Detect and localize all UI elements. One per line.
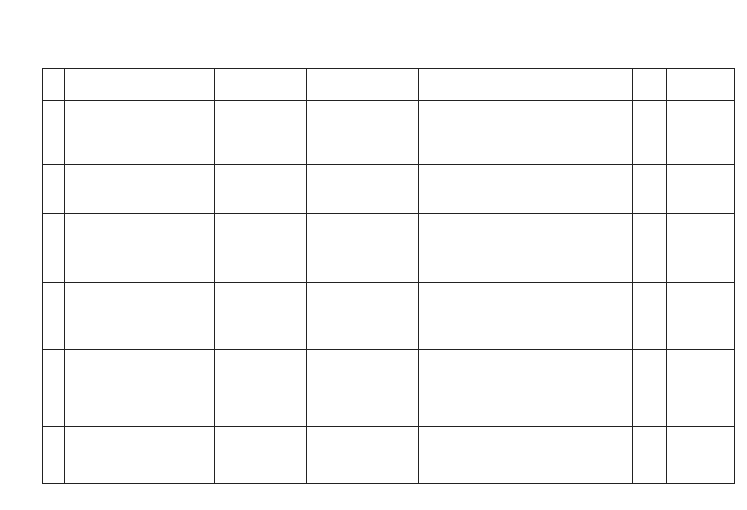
cell-description (419, 283, 633, 350)
cell-contact (633, 101, 667, 165)
header-location (215, 69, 307, 101)
table-row (43, 283, 735, 350)
cell-location (215, 427, 307, 484)
cell-hotline (667, 283, 735, 350)
table-header-row (43, 69, 735, 101)
cell-location (215, 214, 307, 283)
cell-activity-name (65, 214, 215, 283)
header-contact (633, 69, 667, 101)
cell-location (215, 165, 307, 214)
cell-time (307, 350, 419, 427)
header-index (43, 69, 65, 101)
table-row (43, 214, 735, 283)
cell-hotline (667, 214, 735, 283)
cell-description (419, 427, 633, 484)
cell-time (307, 283, 419, 350)
table-row (43, 427, 735, 484)
cell-time (307, 427, 419, 484)
cell-contact (633, 283, 667, 350)
cell-time (307, 101, 419, 165)
cell-contact (633, 427, 667, 484)
cell-hotline (667, 350, 735, 427)
cell-hotline (667, 165, 735, 214)
cell-time (307, 165, 419, 214)
cell-index (43, 427, 65, 484)
cell-description (419, 214, 633, 283)
cell-contact (633, 350, 667, 427)
activity-table (42, 68, 735, 484)
cell-index (43, 283, 65, 350)
cell-description (419, 165, 633, 214)
cell-location (215, 101, 307, 165)
cell-description (419, 101, 633, 165)
cell-time (307, 214, 419, 283)
header-activity-name (65, 69, 215, 101)
cell-description (419, 350, 633, 427)
cell-activity-name (65, 350, 215, 427)
table-row (43, 350, 735, 427)
cell-activity-name (65, 165, 215, 214)
cell-contact (633, 165, 667, 214)
cell-contact (633, 214, 667, 283)
header-description (419, 69, 633, 101)
cell-activity-name (65, 427, 215, 484)
cell-index (43, 165, 65, 214)
cell-location (215, 283, 307, 350)
cell-hotline (667, 101, 735, 165)
cell-hotline (667, 427, 735, 484)
header-hotline (667, 69, 735, 101)
header-time (307, 69, 419, 101)
cell-activity-name (65, 283, 215, 350)
table-row (43, 101, 735, 165)
table-row (43, 165, 735, 214)
cell-location (215, 350, 307, 427)
cell-activity-name (65, 101, 215, 165)
cell-index (43, 214, 65, 283)
cell-index (43, 350, 65, 427)
cell-index (43, 101, 65, 165)
